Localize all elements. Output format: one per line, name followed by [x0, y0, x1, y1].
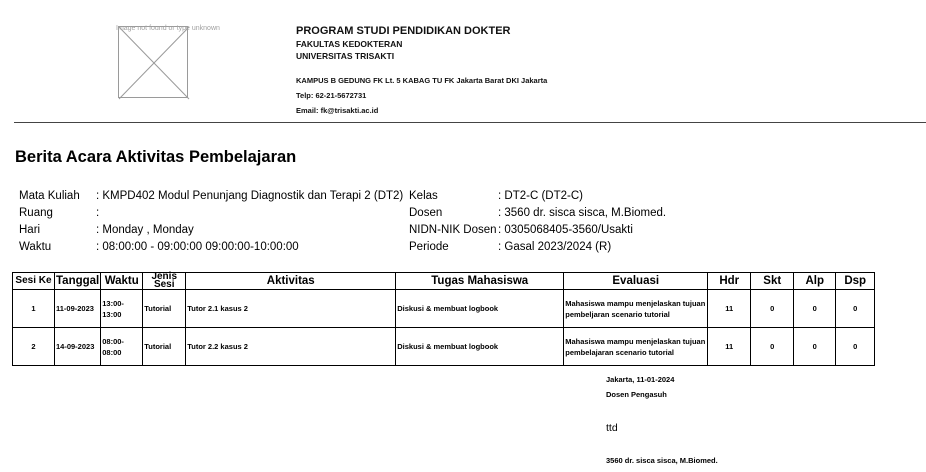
cell-waktu: 13:00-13:00	[101, 290, 143, 328]
meta-value: : 0305068405-3560/Usakti	[498, 224, 633, 236]
meta-value: : Gasal 2023/2024 (R)	[498, 241, 612, 253]
meta-value: : 3560 dr. sisca sisca, M.Biomed.	[498, 207, 667, 219]
program-name: PROGRAM STUDI PENDIDIKAN DOKTER	[296, 25, 511, 37]
col-header-evaluasi: Evaluasi	[564, 273, 708, 290]
logo-alt-text: Image not found or type unknown	[116, 25, 220, 32]
meta-row-kelas	[409, 188, 666, 205]
col-header-dsp: Dsp	[836, 273, 875, 290]
col-header-jenis-sesi: Jenis Sesi	[143, 273, 186, 290]
table-row	[13, 328, 875, 366]
page-title: Berita Acara Aktivitas Pembelajaran	[15, 148, 297, 166]
cell-evaluasi: Mahasiswa mampu menjelaskan tujuan pembeljaran scenario tutorial	[564, 290, 708, 328]
col-header-aktivitas: Aktivitas	[186, 273, 396, 290]
meta-value: : 08:00:00 - 09:00:00 09:00:00-10:00:00	[96, 241, 299, 253]
cell-aktivitas: Tutor 2.1 kasus 2	[186, 290, 396, 328]
meta-left-block	[19, 188, 403, 256]
meta-key: Dosen	[409, 207, 443, 219]
meta-key: Ruang	[19, 207, 53, 219]
signature-place-date: Jakarta, 11-01-2024	[606, 375, 675, 384]
meta-value: : DT2-C (DT2-C)	[498, 190, 583, 202]
meta-row-hari	[19, 222, 403, 239]
cell-hdr: 11	[708, 328, 751, 366]
cell-tanggal: 14-09-2023	[55, 328, 101, 366]
cell-alp: 0	[794, 290, 836, 328]
meta-value: : KMPD402 Modul Penunjang Diagnostik dan Terapi 2 (DT2)	[96, 190, 404, 202]
activity-table	[12, 272, 875, 366]
signature-block	[606, 372, 718, 465]
col-header-tugas: Tugas Mahasiswa	[396, 273, 564, 290]
cell-skt: 0	[751, 290, 794, 328]
cell-dsp: 0	[836, 290, 875, 328]
broken-image-icon	[119, 27, 189, 99]
logo-placeholder-image	[116, 25, 220, 98]
signature-name: 3560 dr. sisca sisca, M.Biomed.	[606, 456, 718, 465]
signature-ttd: ttd	[606, 422, 618, 434]
cell-waktu: 08:00-08:00	[101, 328, 143, 366]
meta-value: :	[96, 207, 100, 219]
cell-sesi: 2	[13, 328, 55, 366]
cell-aktivitas: Tutor 2.2 kasus 2	[186, 328, 396, 366]
meta-key: Kelas	[409, 190, 438, 202]
table-row	[13, 290, 875, 328]
cell-skt: 0	[751, 328, 794, 366]
header-divider	[14, 122, 926, 123]
meta-key: Hari	[19, 224, 41, 236]
signature-role: Dosen Pengasuh	[606, 390, 667, 399]
faculty-name: FAKULTAS KEDOKTERAN	[296, 39, 403, 49]
col-header-waktu: Waktu	[101, 273, 143, 290]
meta-key: Mata Kuliah	[19, 190, 80, 202]
email-line: Email: fk@trisakti.ac.id	[296, 106, 379, 115]
col-header-hdr: Hdr	[708, 273, 751, 290]
col-header-tanggal: Tanggal	[55, 273, 101, 290]
table-header-row	[13, 273, 875, 290]
cell-hdr: 11	[708, 290, 751, 328]
meta-value: : Monday , Monday	[96, 224, 194, 236]
meta-key: Waktu	[19, 241, 52, 253]
address-line: KAMPUS B GEDUNG FK Lt. 5 KABAG TU FK Jakarta Barat DKI Jakarta	[296, 76, 548, 85]
meta-row-dosen	[409, 205, 666, 222]
cell-alp: 0	[794, 328, 836, 366]
institution-header	[296, 24, 547, 118]
cell-sesi: 1	[13, 290, 55, 328]
cell-tanggal: 11-09-2023	[55, 290, 101, 328]
cell-jenis: Tutorial	[143, 328, 186, 366]
cell-tugas: Diskusi & membuat logbook	[396, 328, 564, 366]
meta-right-block	[409, 188, 666, 256]
meta-row-mata-kuliah	[19, 188, 403, 205]
meta-row-nidn	[409, 222, 666, 239]
phone-line: Telp: 62-21-5672731	[296, 91, 367, 100]
meta-key: Periode	[409, 241, 449, 253]
meta-key: NIDN-NIK Dosen	[409, 224, 497, 236]
col-header-sesi: Sesi Ke	[13, 273, 55, 290]
meta-row-periode	[409, 239, 666, 256]
col-header-alp: Alp	[794, 273, 836, 290]
cell-evaluasi: Mahasiswa mampu menjelaskan tujuan pembelajaran scenario tutorial	[564, 328, 708, 366]
meta-row-waktu	[19, 239, 403, 256]
cell-tugas: Diskusi & membuat logbook	[396, 290, 564, 328]
meta-row-ruang	[19, 205, 403, 222]
cell-jenis: Tutorial	[143, 290, 186, 328]
university-name: UNIVERSITAS TRISAKTI	[296, 51, 395, 61]
cell-dsp: 0	[836, 328, 875, 366]
col-header-skt: Skt	[751, 273, 794, 290]
